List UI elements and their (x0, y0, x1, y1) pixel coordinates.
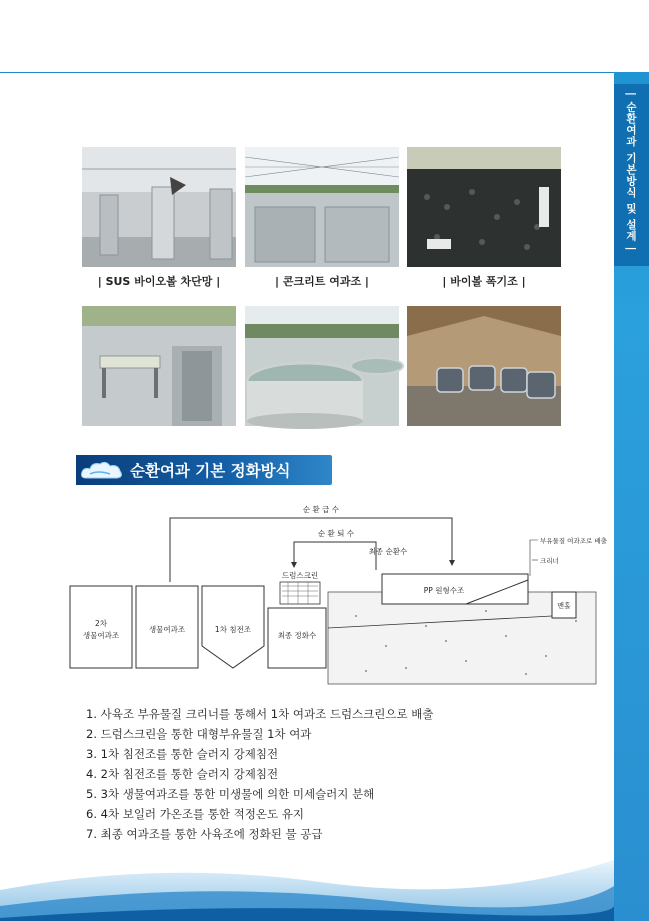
photo-concrete-channel (82, 306, 236, 426)
photo-pp-round-tank-indoor (407, 306, 561, 426)
section-title: 순환여과 기본 정화방식 (130, 462, 291, 480)
sidebar-label-text: | 순환여과 기본방식 및 설계 | (625, 92, 637, 252)
photo-bioball-aeration-tank (407, 147, 561, 267)
sidebar-section-label (614, 84, 649, 266)
list-item: 2. 드럼스크린을 통한 대형부유물질 1차 여과 (86, 727, 312, 741)
diagram-label-pp-tank: PP 원형수조 (423, 586, 465, 595)
diagram-label-settle: 1차 침전조 (214, 625, 252, 634)
photo-caption-2: | 콘크리트 여과조 | (275, 275, 369, 288)
diagram-label-final-pump: 최종 순환수 (368, 547, 408, 556)
bottom-wave-decoration (0, 820, 614, 921)
diagram-label-return: 순 환 퇴 수 (317, 529, 355, 538)
top-rule (0, 72, 614, 73)
photo-caption-3: | 바이볼 폭기조 | (442, 275, 526, 288)
list-item: 1. 사육조 부유물질 크리너를 통해서 1차 여과조 드럼스크린으로 배출 (86, 707, 434, 721)
list-item: 4. 2차 침전조를 통한 슬러지 강제침전 (86, 767, 279, 781)
diagram-label-supply: 순 환 급 수 (302, 505, 340, 514)
diagram-label-final-tank: 최종 정화수 (277, 631, 317, 640)
photo-concrete-filter-tank (245, 147, 399, 267)
list-item: 6. 4차 보일러 가온조를 통한 적정온도 유지 (86, 807, 304, 821)
diagram-label-tank2: 2차 (94, 619, 108, 628)
diagram-label-drum: 드럼스크린 (281, 571, 319, 580)
diagram-label-tank2b: 생물여과조 (82, 631, 120, 640)
diagram-label-cleaner: 크리너 (540, 557, 559, 565)
cloud-icon (80, 460, 124, 482)
list-item: 3. 1차 침전조를 통한 슬러지 강제침전 (86, 747, 279, 761)
list-item: 5. 3차 생물여과조를 통한 미생물에 의한 미세슬러지 분해 (86, 787, 375, 801)
photo-sus-bioball-screen (82, 147, 236, 267)
section-header (76, 455, 332, 485)
diagram-label-overflow: 맨홀 (557, 602, 571, 610)
process-diagram (66, 496, 607, 686)
diagram-label-bio: 생물여과조 (148, 625, 186, 634)
photo-pp-round-tank-outdoor (245, 306, 399, 426)
list-item: 7. 최종 여과조를 통한 사육조에 정화된 물 공급 (86, 827, 323, 841)
photo-caption-1: | SUS 바이오볼 차단망 | (97, 275, 221, 288)
diagram-label-float-out: 부유물질 여과조로 배출 (540, 537, 607, 545)
